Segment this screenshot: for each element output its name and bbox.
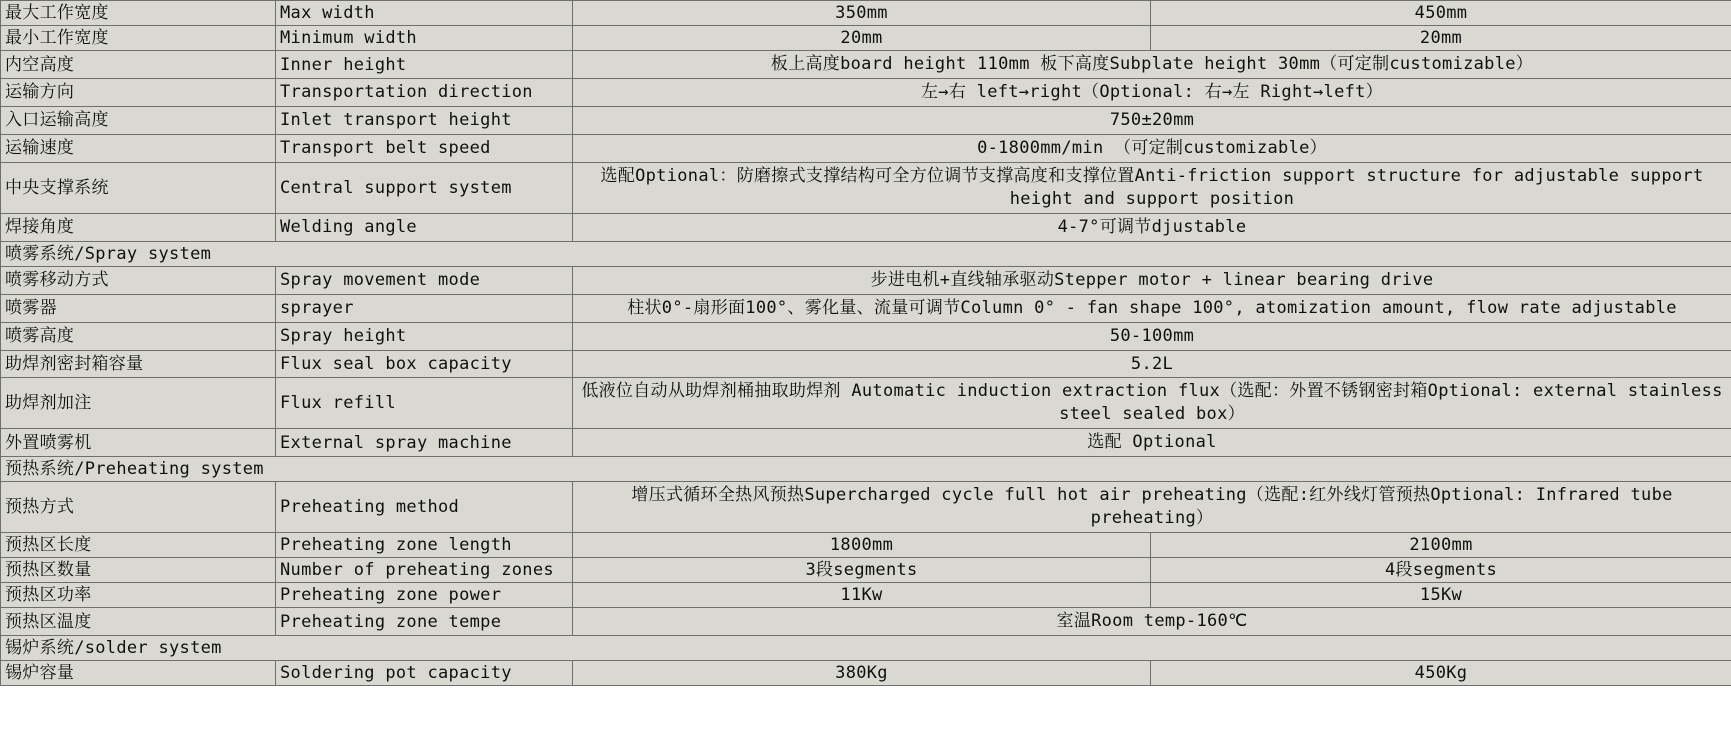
row-label-cn: 喷雾器 bbox=[1, 294, 276, 322]
row-value-text: 750±20mm bbox=[1109, 109, 1195, 130]
table-row bbox=[1, 482, 1731, 533]
section-header: 锡炉系统/solder system bbox=[1, 636, 1731, 661]
row-value-merged bbox=[573, 162, 1731, 213]
table-row bbox=[1, 26, 1731, 51]
row-label-cn: 最小工作宽度 bbox=[1, 26, 276, 51]
row-label-cn: 中央支撑系统 bbox=[1, 162, 276, 213]
row-label-en: Flux seal box capacity bbox=[276, 350, 573, 378]
row-label-cn: 预热区数量 bbox=[1, 558, 276, 583]
row-label-cn: 预热方式 bbox=[1, 482, 276, 533]
table-row bbox=[1, 350, 1731, 378]
row-value-text: 选配 Optional bbox=[1087, 432, 1217, 453]
row-value-model-a: 350mm bbox=[573, 1, 1151, 26]
table-row bbox=[1, 322, 1731, 350]
row-label-en: External spray machine bbox=[276, 429, 573, 457]
row-value-merged bbox=[573, 266, 1731, 294]
row-value-text: 板上高度board height 110mm 板下高度Subplate height 30mm（可定制customizable） bbox=[770, 54, 1534, 75]
table-row bbox=[1, 457, 1731, 482]
row-value-merged bbox=[573, 106, 1731, 134]
row-value-model-b: 4段segments bbox=[1151, 558, 1731, 583]
table-row bbox=[1, 608, 1731, 636]
row-value-model-b: 15Kw bbox=[1151, 583, 1731, 608]
row-value-model-b: 450Kg bbox=[1151, 661, 1731, 686]
row-value-merged bbox=[573, 134, 1731, 162]
row-value-merged bbox=[573, 294, 1731, 322]
table-row bbox=[1, 636, 1731, 661]
row-label-en: Transportation direction bbox=[276, 79, 573, 107]
row-label-en: Preheating zone length bbox=[276, 533, 573, 558]
row-value-text: 增压式循环全热风预热Supercharged cycle full hot air preheating（选配:红外线灯管预热Optional: Infrared tube preheating） bbox=[631, 485, 1673, 529]
row-label-en: Preheating zone tempe bbox=[276, 608, 573, 636]
row-label-cn: 外置喷雾机 bbox=[1, 429, 276, 457]
row-label-en: Minimum width bbox=[276, 26, 573, 51]
table-row bbox=[1, 583, 1731, 608]
row-label-en: sprayer bbox=[276, 294, 573, 322]
table-row bbox=[1, 106, 1731, 134]
row-label-cn: 最大工作宽度 bbox=[1, 1, 276, 26]
row-value-text: 50-100mm bbox=[1109, 325, 1195, 346]
row-label-en: Max width bbox=[276, 1, 573, 26]
row-label-cn: 助焊剂加注 bbox=[1, 378, 276, 429]
row-label-en: Spray height bbox=[276, 322, 573, 350]
row-value-text: 5.2L bbox=[1130, 353, 1174, 374]
row-value-merged bbox=[573, 378, 1731, 429]
row-value-model-b: 20mm bbox=[1151, 26, 1731, 51]
table-row bbox=[1, 294, 1731, 322]
row-value-merged bbox=[573, 51, 1731, 79]
table-row bbox=[1, 266, 1731, 294]
row-label-cn: 运输速度 bbox=[1, 134, 276, 162]
table-row bbox=[1, 661, 1731, 686]
table-row bbox=[1, 241, 1731, 266]
row-value-model-b: 450mm bbox=[1151, 1, 1731, 26]
row-value-merged bbox=[573, 429, 1731, 457]
row-label-en: Flux refill bbox=[276, 378, 573, 429]
row-label-cn: 运输方向 bbox=[1, 79, 276, 107]
row-value-merged bbox=[573, 482, 1731, 533]
table-row bbox=[1, 213, 1731, 241]
row-value-text: 柱状0°-扇形面100°、雾化量、流量可调节Column 0° - fan shape 100°, atomization amount, flow rate adjustable bbox=[627, 297, 1677, 318]
row-value-text: 0-1800mm/min （可定制customizable） bbox=[977, 137, 1327, 158]
row-value-merged bbox=[573, 608, 1731, 636]
row-value-model-a: 380Kg bbox=[573, 661, 1151, 686]
row-label-en: Spray movement mode bbox=[276, 266, 573, 294]
row-value-merged bbox=[573, 350, 1731, 378]
table-row bbox=[1, 429, 1731, 457]
row-value-model-a: 1800mm bbox=[573, 533, 1151, 558]
row-label-en: Welding angle bbox=[276, 213, 573, 241]
table-row bbox=[1, 134, 1731, 162]
section-header: 预热系统/Preheating system bbox=[1, 457, 1731, 482]
row-value-text: 步进电机+直线轴承驱动Stepper motor + linear bearing drive bbox=[870, 269, 1434, 290]
table-row bbox=[1, 1, 1731, 26]
row-value-merged bbox=[573, 79, 1731, 107]
row-label-cn: 喷雾移动方式 bbox=[1, 266, 276, 294]
row-value-merged bbox=[573, 213, 1731, 241]
row-label-cn: 焊接角度 bbox=[1, 213, 276, 241]
row-label-cn: 喷雾高度 bbox=[1, 322, 276, 350]
table-row bbox=[1, 79, 1731, 107]
row-value-model-a: 11Kw bbox=[573, 583, 1151, 608]
row-label-cn: 入口运输高度 bbox=[1, 106, 276, 134]
row-label-en: Soldering pot capacity bbox=[276, 661, 573, 686]
row-label-en: Central support system bbox=[276, 162, 573, 213]
row-label-en: Preheating zone power bbox=[276, 583, 573, 608]
row-value-text: 左→右 left→right（Optional: 右→左 Right→left） bbox=[921, 82, 1383, 103]
row-label-en: Inlet transport height bbox=[276, 106, 573, 134]
row-label-en: Preheating method bbox=[276, 482, 573, 533]
row-label-en: Number of preheating zones bbox=[276, 558, 573, 583]
row-label-cn: 内空高度 bbox=[1, 51, 276, 79]
row-label-cn: 锡炉容量 bbox=[1, 661, 276, 686]
table-row bbox=[1, 533, 1731, 558]
row-label-cn: 预热区长度 bbox=[1, 533, 276, 558]
row-label-cn: 助焊剂密封箱容量 bbox=[1, 350, 276, 378]
section-header: 喷雾系统/Spray system bbox=[1, 241, 1731, 266]
table-row bbox=[1, 51, 1731, 79]
row-value-text: 选配Optional：防磨擦式支撑结构可全方位调节支撑高度和支撑位置Anti-friction support structure for adjustable support height and support position bbox=[600, 165, 1704, 209]
row-label-en: Transport belt speed bbox=[276, 134, 573, 162]
row-value-text: 低液位自动从助焊剂桶抽取助焊剂 Automatic induction extraction flux（选配：外置不锈钢密封箱Optional: external stainless steel sealed box） bbox=[581, 381, 1723, 425]
table-row bbox=[1, 378, 1731, 429]
row-value-model-a: 3段segments bbox=[573, 558, 1151, 583]
row-value-model-a: 20mm bbox=[573, 26, 1151, 51]
row-label-cn: 预热区温度 bbox=[1, 608, 276, 636]
row-value-model-b: 2100mm bbox=[1151, 533, 1731, 558]
table-row bbox=[1, 162, 1731, 213]
table-body bbox=[1, 1, 1731, 686]
row-label-en: Inner height bbox=[276, 51, 573, 79]
row-value-text: 室温Room temp-160℃ bbox=[1056, 611, 1248, 632]
row-label-cn: 预热区功率 bbox=[1, 583, 276, 608]
row-value-text: 4-7°可调节djustable bbox=[1057, 216, 1247, 237]
row-value-merged bbox=[573, 322, 1731, 350]
table-row bbox=[1, 558, 1731, 583]
